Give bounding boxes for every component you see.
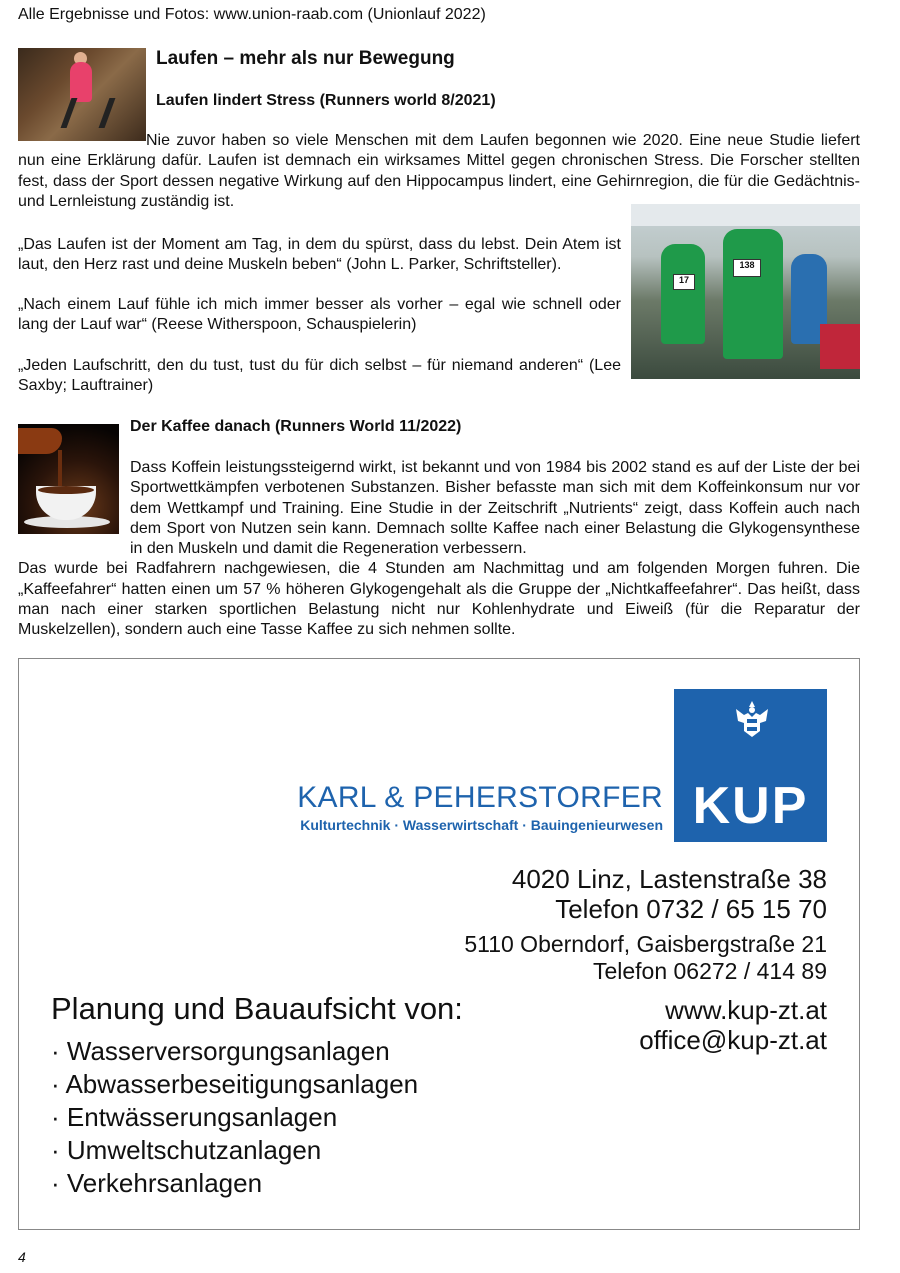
eagle-icon	[732, 697, 772, 741]
kids-race-photo	[631, 204, 860, 379]
coffee-body-rest: Das wurde bei Radfahrern nachgewiesen, die 4 Stunden am Nachmittag und am folgenden Morgen fuhren. Die „Kaffeefahrer“ hatten einen um 57 % höheren Glykogengehalt als die Gruppe der „Nichtkaffeefahrer“. Das heißt, dass man nach einer starken sportlichen Belastung nicht nur Kohlenhydrate und Eiweiß (für die Reparatur der Muskelzellen), sondern auch eine Tasse Kaffee zu sich nehmen sollte.	[18, 560, 860, 639]
article-title: Laufen – mehr als nur Bewegung	[156, 48, 455, 69]
service-item: · Verkehrsanlagen	[51, 1167, 418, 1200]
email-link[interactable]: office@kup-zt.at	[639, 1025, 827, 1055]
race-bib: 138	[733, 259, 761, 277]
office-linz	[512, 864, 827, 924]
services-title: Planung und Bauaufsicht von:	[51, 991, 463, 1026]
quote-witherspoon: „Nach einem Lauf fühle ich mich immer besser als vorher – egal wie schnell oder lang der Lauf war“ (Reese Witherspoon, Schauspielerin)	[18, 296, 621, 334]
office-oberndorf-phone: Telefon 06272 / 414 89	[592, 958, 827, 984]
article-subtitle: Laufen lindert Stress (Runners world 8/2021)	[156, 92, 496, 109]
coffee-article-title: Der Kaffee danach (Runners World 11/2022)	[130, 418, 462, 435]
race-bib: 17	[673, 274, 695, 290]
services-list	[51, 1035, 418, 1200]
service-item: · Entwässerungsanlagen	[51, 1101, 418, 1134]
contact-block	[639, 995, 827, 1055]
kup-logo-text: KUP	[692, 777, 809, 835]
office-linz-phone: Telefon 0732 / 65 15 70	[555, 894, 827, 924]
office-oberndorf	[464, 931, 827, 985]
coffee-body-indented: Dass Koffein leistungssteigernd wirkt, ist bekannt und von 1984 bis 2002 stand es auf der Liste der bei Sportwettkämpfen verbotenen Substanzen. Bisher befasste man sich mit dem Koffeinkonsum nur vor dem Wettkampf und Training. Eine Studie in der Zeitschrift „Nutrients“ zeigt, dass Koffein auch nach dem Sport von Nutzen sein kann. Demnach sollte Kaffee nach einer Belastung die Glykogensynthese in den Muskeln und damit die Regeneration verbessern.	[130, 459, 860, 558]
runner-photo	[18, 48, 146, 141]
office-linz-address: 4020 Linz, Lastenstraße 38	[511, 864, 827, 894]
article-body: Nie zuvor haben so viele Menschen mit dem Laufen begonnen wie 2020. Eine neue Studie liefert nun eine Erklärung dafür. Laufen ist demnach ein wirksames Mittel gegen chronischen Stress. Die Forscher stellten fest, dass der Sport dessen negative Wirkung auf den Hippocampus lindert, eine Gehirnregion, die für die Gedächtnis- und Lernleistung zuständig ist.	[18, 132, 860, 210]
service-item: · Umweltschutzanlagen	[51, 1134, 418, 1167]
office-oberndorf-address: 5110 Oberndorf, Gaisbergstraße 21	[464, 931, 827, 957]
quote-saxby: „Jeden Laufschritt, den du tust, tust du für dich selbst – für niemand anderen“ (Lee Saxby; Lauftrainer)	[18, 357, 621, 395]
firm-tagline: Kulturtechnik · Wasserwirtschaft · Bauingenieurwesen	[300, 817, 663, 833]
service-item: · Wasserversorgungsanlagen	[51, 1035, 418, 1068]
kup-logo	[674, 689, 827, 842]
service-item: · Abwasserbeseitigungsanlagen	[51, 1068, 418, 1101]
page-number: 4	[18, 1249, 26, 1265]
source-line: Alle Ergebnisse und Fotos: www.union-raab.com (Unionlauf 2022)	[18, 6, 486, 23]
coffee-article-body	[18, 458, 860, 641]
website-link[interactable]: www.kup-zt.at	[665, 995, 827, 1025]
firm-name: KARL & PEHERSTORFER	[297, 781, 663, 814]
quote-parker: „Das Laufen ist der Moment am Tag, in dem du spürst, dass du lebst. Dein Atem ist laut, den Herz rast und deine Muskeln beben“ (John L. Parker, Schriftsteller).	[18, 236, 621, 274]
kup-advertisement	[18, 658, 860, 1230]
